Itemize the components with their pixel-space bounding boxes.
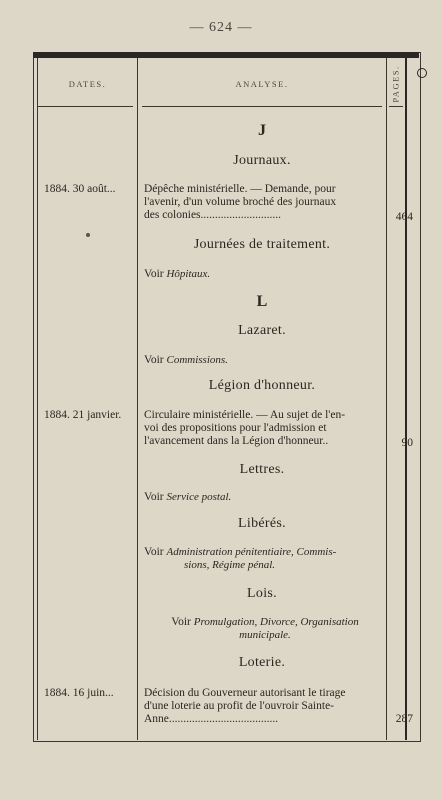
heading-journees: Journées de traitement. (193, 237, 331, 252)
header-analyse: ANALYSE. (235, 79, 289, 89)
page-ref-legion: 90 (401, 437, 413, 449)
entry-loterie: Décision du Gouverneur autorisant le tirage d'une loterie au profit de l'ouvroir Sainte- Anne...................................... (144, 687, 346, 725)
section-letter-j: J (258, 122, 266, 139)
heading-lettres: Lettres. (239, 462, 285, 477)
heading-lazaret: Lazaret. (238, 323, 286, 338)
section-letter-l: L (256, 293, 268, 310)
heading-loterie: Loterie. (238, 655, 286, 670)
entry-legion: Circulaire ministérielle. — Au sujet de l'en- voi des propositions pour l'admission et l'avancement dans la Légion d'honneur.. (144, 409, 346, 447)
entry-journaux: Dépêche ministérielle. — Demande, pour l'avenir, d'un volume broché des journaux des colonies............................ (144, 183, 337, 221)
voir-lazaret: Voir Commissions. (144, 354, 228, 366)
voir-lois: Voir Promulgation, Divorce, Organisation municipale. (171, 616, 359, 641)
column-divider-analyse (386, 58, 387, 740)
border-right (405, 58, 407, 740)
header-rule-pages (389, 106, 403, 107)
border-left (37, 58, 38, 740)
heading-lois: Lois. (247, 586, 277, 601)
header-rule-analyse (142, 106, 382, 107)
date-legion: 1884. 21 janvier. (44, 409, 122, 421)
page-ref-journaux: 464 (395, 211, 413, 223)
margin-mark (86, 233, 90, 237)
header-rule-dates (38, 106, 133, 107)
voir-journees: Voir Hôpitaux. (144, 268, 211, 280)
page-number: — 624 — (189, 20, 253, 35)
heading-legion: Légion d'honneur. (208, 378, 316, 393)
binding-hole-icon (417, 68, 427, 78)
page-ref-loterie: 287 (395, 713, 413, 725)
header-pages: PAGES. (391, 65, 401, 103)
table-top-bar (33, 52, 419, 58)
date-journaux: 1884. 30 août... (44, 183, 116, 195)
heading-liberes: Libérés. (238, 516, 286, 531)
voir-liberes: Voir Administration pénitentiaire, Commis- sions, Régime pénal. (144, 546, 337, 571)
voir-lettres: Voir Service postal. (144, 491, 232, 503)
heading-journaux: Journaux. (233, 153, 291, 168)
header-dates: DATES. (68, 79, 107, 89)
date-loterie: 1884. 16 juin... (44, 687, 114, 699)
